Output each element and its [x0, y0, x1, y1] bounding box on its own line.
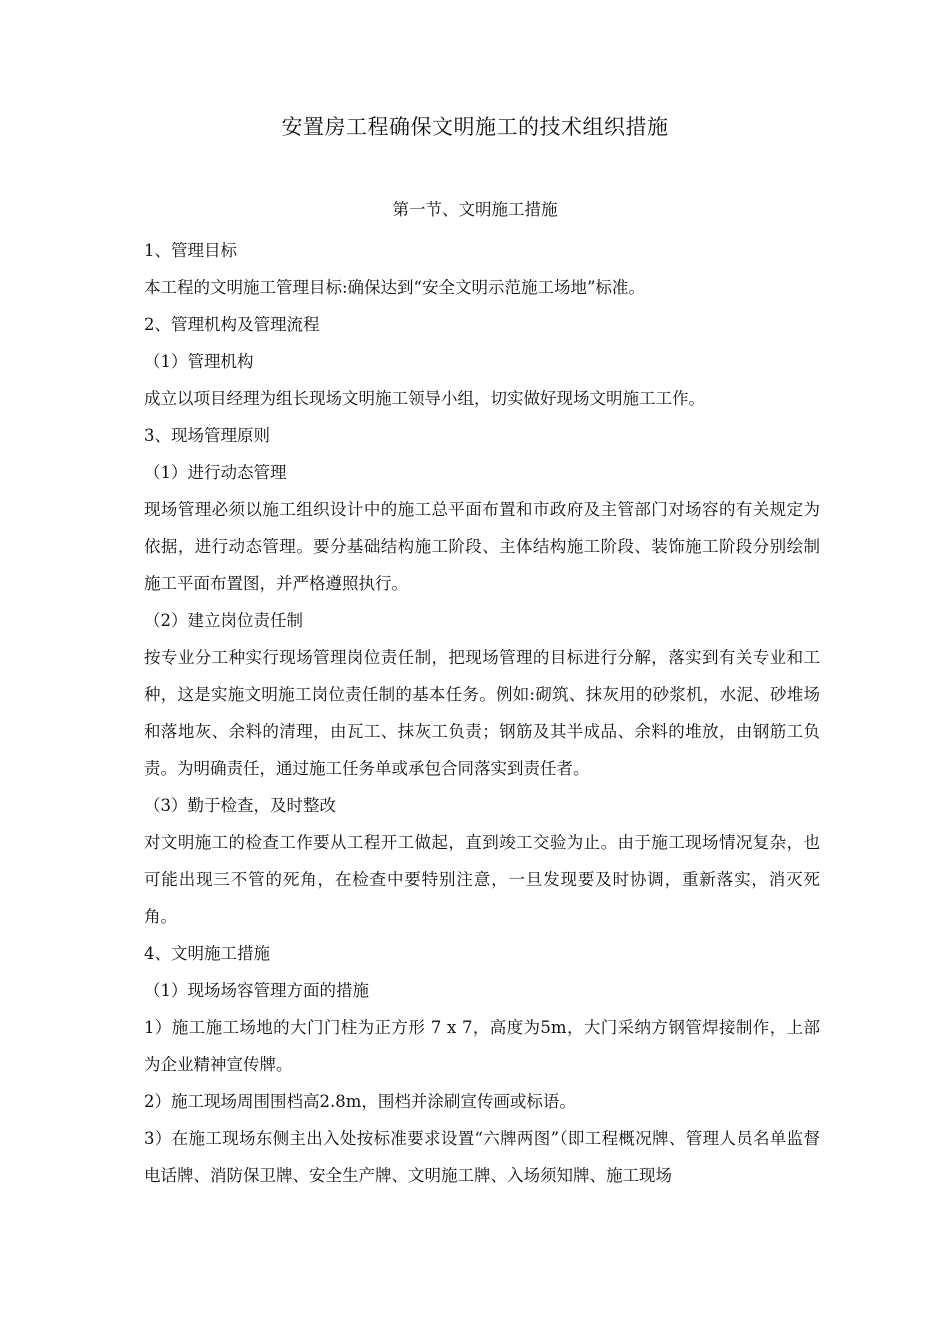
paragraph: 现场管理必须以施工组织设计中的施工总平面布置和市政府及主管部门对场容的有关规定为依据，进行动态管理。要分基础结构施工阶段、主体结构施工阶段、装饰施工阶段分别绘制施工平面布置图，并严格遵照执行。 [144, 500, 820, 593]
document-body [144, 232, 820, 1194]
subheading: （2）建立岗位责任制 [144, 611, 303, 630]
paragraph: 成立以项目经理为组长现场文明施工领导小组，切实做好现场文明施工工作。 [144, 389, 705, 408]
subheading: （1）进行动态管理 [144, 463, 287, 482]
subheading: （1）管理机构 [144, 352, 254, 371]
subheading: （3）勤于检查，及时整改 [144, 796, 336, 815]
subheading: （1）现场场容管理方面的措施 [144, 981, 369, 1000]
heading-site-principles: 3、现场管理原则 [144, 426, 270, 445]
section-heading: 第一节、文明施工措施 [392, 200, 558, 219]
heading-management-structure: 2、管理机构及管理流程 [144, 315, 320, 334]
list-item: 2）施工现场周围围档高2.8m，围档并涂刷宣传画或标语。 [144, 1092, 576, 1111]
document-title: 安置房工程确保文明施工的技术组织措施 [281, 115, 669, 139]
heading-civilized-measures: 4、文明施工措施 [144, 944, 270, 963]
paragraph: 本工程的文明施工管理目标:确保达到“安全文明示范施工场地”标准。 [144, 278, 645, 297]
paragraph: 按专业分工种实行现场管理岗位责任制，把现场管理的目标进行分解，落实到有关专业和工种，这是实施文明施工岗位责任制的基本任务。例如:砌筑、抹灰用的砂浆机，水泥、砂堆场和落地灰、余料的清理，由瓦工、抹灰工负责；钢筋及其半成品、余料的堆放，由钢筋工负责。为明确责任，通过施工任务单或承包合同落实到责任者。 [144, 648, 820, 778]
list-item: 3）在施工现场东侧主出入处按标准要求设置“六牌两图”（即工程概况牌、管理人员名单监督电话牌、消防保卫牌、安全生产牌、文明施工牌、入场须知牌、施工现场 [144, 1129, 820, 1185]
list-item: 1）施工施工场地的大门门柱为正方形 7 x 7，高度为5m，大门采纳方钢管焊接制作，上部为企业精神宣传牌。 [144, 1018, 820, 1074]
heading-management-goal: 1、管理目标 [144, 241, 237, 260]
paragraph: 对文明施工的检查工作要从工程开工做起，直到竣工交验为止。由于施工现场情况复杂，也可能出现三不管的死角，在检查中要特别注意，一旦发现要及时协调，重新落实，消灭死角。 [144, 833, 820, 926]
